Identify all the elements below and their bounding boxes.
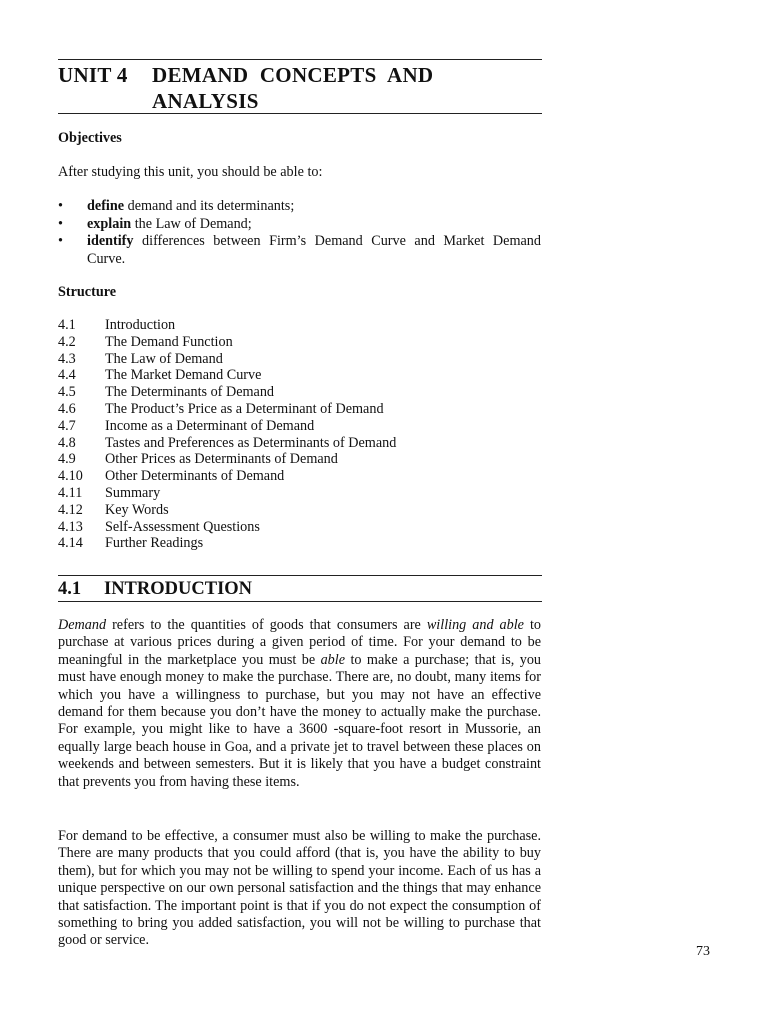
- structure-item-number: 4.7: [58, 417, 76, 434]
- structure-item: [58, 485, 541, 502]
- paragraph-1-text-b: to purchase at various prices during a given period of time. For your demand to be meaningful in the marketplace you must be: [58, 617, 541, 668]
- structure-item-number: 4.1: [58, 317, 76, 333]
- objective-keyword: identify: [87, 233, 134, 249]
- structure-item-number: 4.10: [58, 468, 83, 485]
- structure-item-title: Introduction: [105, 317, 176, 333]
- structure-item: [58, 451, 541, 468]
- structure-item: [58, 317, 541, 334]
- section-bottom-rule: [58, 601, 542, 602]
- structure-item-title: Self-Assessment Questions: [105, 518, 260, 535]
- structure-item-number: 4.3: [58, 350, 76, 367]
- unit-title-line2: ANALYSIS: [152, 89, 259, 113]
- structure-item-title: Further Readings: [105, 535, 204, 552]
- structure-item: [58, 535, 541, 552]
- objective-text: differences between Firm’s Demand Curve and Market Demand Curve.: [87, 233, 541, 267]
- objective-item: [58, 233, 541, 268]
- bullet-icon: •: [58, 233, 63, 249]
- bullet-icon: •: [58, 215, 63, 232]
- structure-item: [58, 351, 541, 368]
- paragraph-1: [58, 617, 541, 791]
- unit-title: [152, 62, 542, 114]
- section-top-rule: [58, 575, 542, 576]
- structure-item-number: 4.9: [58, 451, 76, 468]
- structure-item-title: The Product’s Price as a Determinant of Demand: [105, 400, 384, 417]
- emphasis-willing-able: willing and able: [426, 617, 524, 633]
- paragraph-1-text-a: refers to the quantities of goods that consumers are: [106, 617, 427, 633]
- section-heading: [58, 578, 252, 600]
- structure-item-number: 4.4: [58, 367, 76, 384]
- objective-item: [58, 216, 541, 234]
- objectives-intro: After studying this unit, you should be able to:: [58, 164, 323, 180]
- structure-item-title: The Demand Function: [105, 333, 233, 350]
- structure-item-number: 4.6: [58, 400, 76, 417]
- structure-item-number: 4.5: [58, 384, 76, 401]
- objectives-heading: Objectives: [58, 130, 122, 146]
- emphasis-able: able: [320, 651, 346, 668]
- structure-item: [58, 502, 541, 519]
- objective-keyword: explain: [87, 215, 132, 232]
- structure-item-title: The Market Demand Curve: [105, 367, 262, 384]
- unit-title-line1: DEMAND CONCEPTS AND: [152, 63, 434, 87]
- structure-item: [58, 367, 541, 384]
- objective-item: [58, 198, 541, 216]
- structure-item: [58, 401, 541, 418]
- structure-item: [58, 435, 541, 452]
- structure-item-title: The Law of Demand: [105, 350, 223, 367]
- structure-item-number: 4.11: [58, 484, 83, 501]
- structure-item-title: Summary: [105, 484, 161, 501]
- objective-text: the Law of Demand;: [131, 215, 252, 232]
- paragraph-2: For demand to be effective, a consumer must also be willing to make the purchase. There are many products that you could afford (that is, you have the ability to buy them), but for which you may not be willing to spend your income. Each of us has a unique perspective on our own personal satisfaction and the things that may enhance that satisfaction. The important point is that if you do not expect the consumption of something to bring you added satisfaction, you will not be willing to purchase that good or service.: [58, 828, 541, 949]
- section-title: INTRODUCTION: [104, 579, 253, 599]
- bullet-icon: •: [58, 198, 63, 214]
- top-rule: [58, 59, 542, 60]
- structure-item-number: 4.14: [58, 535, 83, 552]
- section-number: 4.1: [58, 579, 82, 599]
- paragraph-1-text-c: to make a purchase; that is, you must have enough money to make the purchase. There are, no doubt, many items for which you have a willingness to purchase, but you may not have an effective demand for them because you don’t have the money to actually make the purchase. For example, you might like to have a 3600 -square-foot resort in Mussorie, an equally large beach house in Goa, and a private jet to travel between these places on weekends and between semesters. But it is likely that you have a budget constraint that prevents you from having these items.: [58, 651, 542, 790]
- structure-item: [58, 418, 541, 435]
- structure-item-title: Tastes and Preferences as Determinants of Demand: [105, 434, 397, 451]
- structure-list: [58, 317, 541, 552]
- objectives-list: [58, 198, 541, 268]
- structure-item-number: 4.2: [58, 333, 76, 350]
- structure-item: [58, 468, 541, 485]
- page-number: 73: [696, 944, 710, 959]
- structure-item-number: 4.13: [58, 518, 83, 535]
- structure-item-number: 4.8: [58, 434, 76, 451]
- structure-item: [58, 519, 541, 536]
- heading-underline: [58, 113, 542, 114]
- structure-heading: Structure: [58, 284, 117, 300]
- term-demand: Demand: [58, 617, 107, 633]
- structure-item-title: Other Prices as Determinants of Demand: [105, 451, 338, 468]
- unit-number: UNIT 4: [58, 63, 128, 87]
- structure-item: [58, 384, 541, 401]
- objective-text: demand and its determinants;: [124, 198, 295, 214]
- structure-item-title: Key Words: [105, 501, 169, 518]
- structure-item-title: Income as a Determinant of Demand: [105, 417, 315, 434]
- structure-item-title: Other Determinants of Demand: [105, 468, 285, 485]
- objective-keyword: define: [87, 198, 125, 214]
- structure-item-number: 4.12: [58, 501, 83, 518]
- structure-item: [58, 334, 541, 351]
- structure-item-title: The Determinants of Demand: [105, 384, 275, 401]
